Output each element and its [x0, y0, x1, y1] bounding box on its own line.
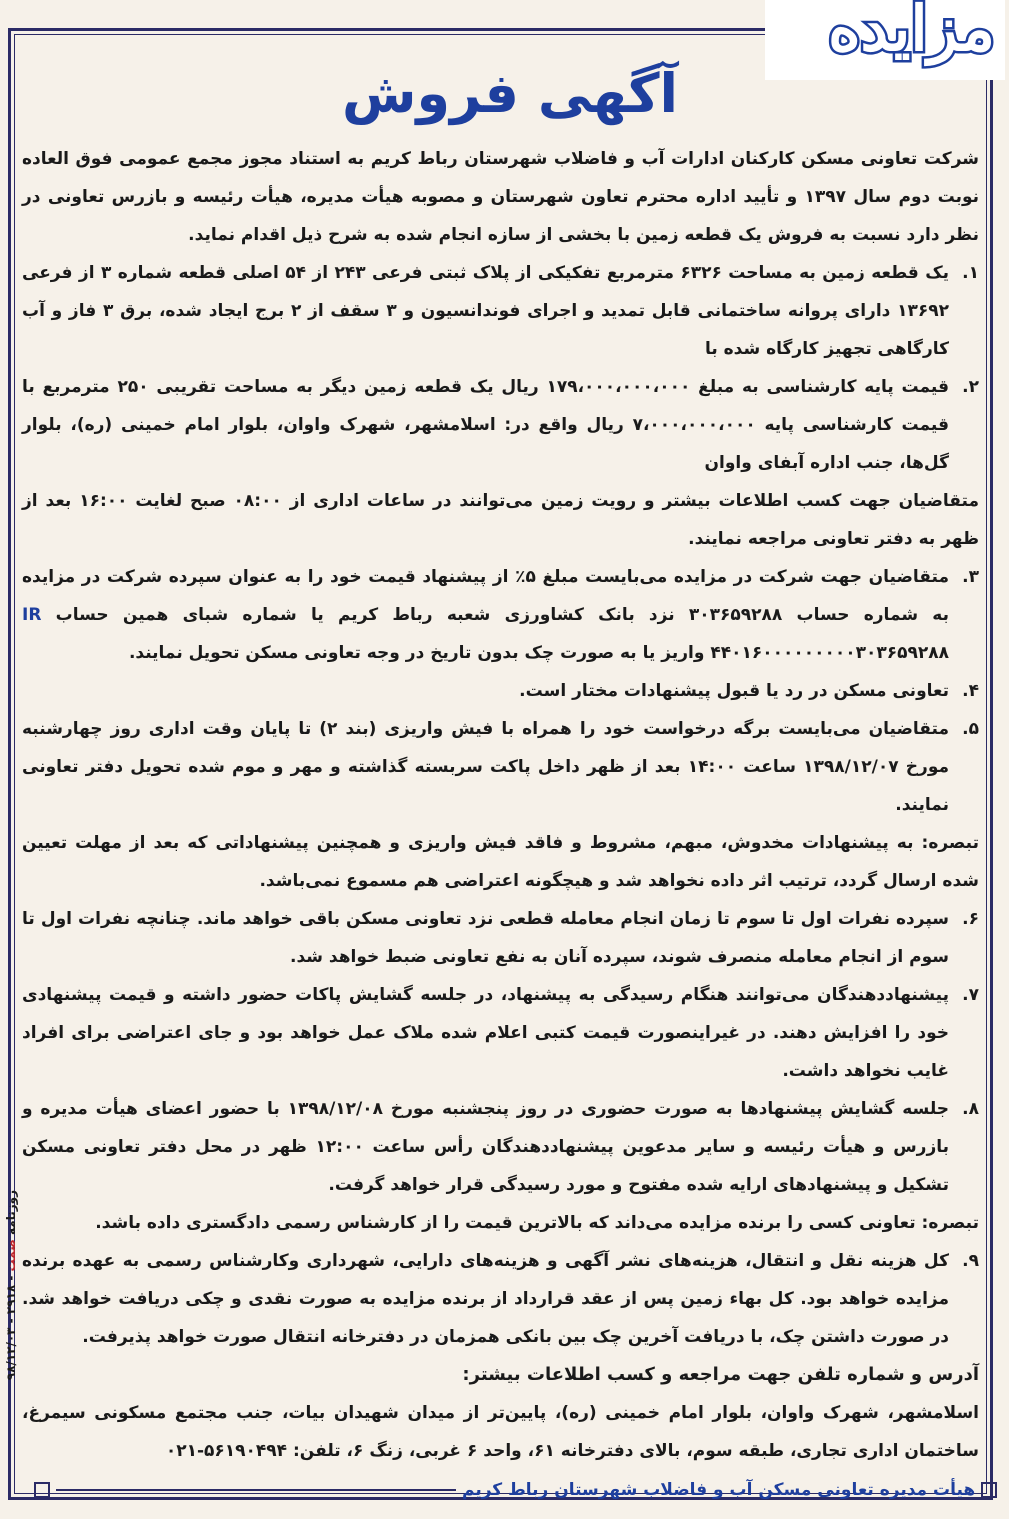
item-text: جلسه گشایش پیشنهادها به صورت حضوری در روز پنجشنبه مورخ ۱۳۹۸/۱۲/۰۸ با حضور اعضای هیأت مدیره و بازرس و هیأت رئیسه و سایر مدعوین پیشنهاددهندگان رأس ساعت ۱۲:۰۰ ظهر در محل دفتر تعاونی مسکن تشکیل و پیشنهادهای ارایه شده مفتوح و مورد رسیدگی قرار خواهد گرفت. — [22, 1099, 950, 1195]
iban-prefix: IR — [22, 605, 42, 625]
side-prefix: روزنامه — [4, 1190, 18, 1240]
item-number: ۹. — [962, 1251, 979, 1271]
item-number: ۲. — [962, 377, 979, 397]
note-paragraph — [22, 1204, 979, 1242]
note-label: تبصره: — [921, 1213, 979, 1233]
item-number: ۶. — [962, 909, 979, 929]
item-number: ۵. — [962, 719, 979, 739]
item-number: ۳. — [962, 567, 979, 587]
intro-paragraph: شرکت تعاونی مسکن کارکنان ادارات آب و فاضلاب شهرستان رباط کریم به استناد مجوز مجمع عمومی فوق العاده نوبت دوم سال ۱۳۹۷ و تأیید اداره محترم تعاون شهرستان و مصوبه هیأت مدیره، هیأت رئیسه و بازرس تعاونی در نظر دارد نسبت به فروش یک قطعه زمین با بخشی از سازه انجام شده به شرح ذیل اقدام نماید. — [22, 149, 979, 245]
iban-number: ۴۴۰۱۶۰۰۰۰۰۰۰۰۰۳۰۳۶۵۹۲۸۸ — [710, 643, 949, 663]
visit-note: متقاضیان جهت کسب اطلاعات بیشتر و رویت زمین می‌توانند در ساعات اداری از ۰۸:۰۰ صبح لغایت ۱۶:۰۰ بعد از ظهر به دفتر تعاونی مراجعه نمایند. — [22, 491, 979, 549]
list-item — [22, 1242, 979, 1356]
square-ornament — [34, 1482, 50, 1498]
item-number: ۱. — [962, 263, 979, 283]
address-heading: آدرس و شماره تلفن جهت مراجعه و کسب اطلاعات بیشتر: — [462, 1364, 979, 1385]
ad-body — [22, 140, 979, 1470]
footer-text: هیأت مدیره تعاونی مسکن آب و فاضلاب شهرستان رباط کریم — [462, 1480, 976, 1500]
note-paragraph — [22, 824, 979, 900]
note-text: به پیشنهادات مخدوش، مبهم، مشروط و فاقد فیش واریزی و همچنین پیشنهاداتی که بعد از مهلت تعیین شده ارسال گردد، ترتیب اثر داده نخواهد شد و هیچگونه اعتراضی هم مسموع نمی‌باشد. — [22, 833, 979, 891]
footer-signature — [34, 1480, 997, 1500]
side-suffix: - ۲۹۱۸ - ۹۸/۱۲/۰۳ — [4, 1271, 18, 1381]
list-item — [22, 558, 979, 672]
newspaper-sidebar-label — [4, 1190, 24, 1410]
list-item — [22, 710, 979, 824]
list-item — [22, 900, 979, 976]
note-text: تعاونی کسی را برنده مزایده می‌داند که بالاترین قیمت را از کارشناس رسمی دادگستری داده باشد. — [95, 1213, 922, 1233]
deposit-text-a: متقاضیان جهت شرکت در مزایده می‌بایست مبلغ ۵٪ از پیشنهاد قیمت خود را به عنوان سپرده شرکت در مزایده به شماره حساب ۳۰۳۶۵۹۲۸۸ نزد بانک کشاورزی شعبه رباط کریم یا شماره شبای همین حساب — [22, 567, 949, 625]
list-item — [22, 976, 979, 1090]
item-text: قیمت پایه کارشناسی به مبلغ ۱۷۹،۰۰۰،۰۰۰،۰۰۰ ریال یک قطعه زمین دیگر به مساحت تقریبی ۲۵۰ مترمربع با قیمت کارشناسی پایه ۷،۰۰۰،۰۰۰،۰۰۰ ریال واقع در: اسلامشهر، شهرک واوان، بلوار امام خمینی (ره)، بلوار گل‌ها، جنب اداره آبفای واوان — [22, 377, 950, 473]
deposit-text-b: واریز یا به صورت چک بدون تاریخ در وجه تعاونی مسکن تحویل نمایند. — [128, 643, 711, 663]
item-text: سپرده نفرات اول تا سوم تا زمان انجام معامله قطعی نزد تعاونی مسکن باقی خواهد ماند. چنانچه نفرات اول تا سوم از انجام معامله منصرف شوند، سپرده آنان به نفع تعاونی ضبط خواهد شد. — [22, 909, 949, 967]
list-item — [22, 368, 979, 482]
item-number: ۸. — [962, 1099, 979, 1119]
side-brand: صمت — [4, 1239, 18, 1272]
list-item — [22, 672, 979, 710]
address-text: اسلامشهر، شهرک واوان، بلوار امام خمینی (ره)، پایین‌تر از میدان شهیدان بیات، جنب مجتمع مسکونی سیمرغ، ساختمان اداری تجاری، طبقه سوم، بالای دفترخانه ۶۱، واحد ۶ غربی، زنگ ۶، تلفن: ۵۶۱۹۰۴۹۴-۰۲۱ — [22, 1403, 979, 1461]
square-ornament — [981, 1482, 997, 1498]
page-title: آگهی فروش — [341, 62, 679, 125]
list-item — [22, 1090, 979, 1204]
item-number: ۴. — [962, 681, 979, 701]
item-text: یک قطعه زمین به مساحت ۶۳۲۶ مترمربع تفکیکی از پلاک ثبتی فرعی ۲۴۳ از ۵۴ اصلی قطعه شماره ۳ از فرعی ۱۳۶۹۲ دارای پروانه ساختمانی قابل تمدید و اجرای فوندانسیون و ۳ سقف از ۲ برج ایجاد شده، برق ۳ فاز و آب کارگاهی تجهیز کارگاه شده با — [22, 263, 950, 359]
note-label: تبصره: — [921, 833, 979, 853]
item-text: متقاضیان می‌بایست برگه درخواست خود را همراه با فیش واریزی (بند ۲) تا پایان وقت اداری روز چهارشنبه مورخ ۱۳۹۸/۱۲/۰۷ ساعت ۱۴:۰۰ بعد از ظهر داخل پاکت سربسته گذاشته و مهر و موم شده تحویل دفتر تعاونی نمایند. — [22, 719, 950, 815]
item-text: پیشنهاددهندگان می‌توانند هنگام رسیدگی به پیشنهاد، در جلسه گشایش پاکات حضور داشته و قیمت پیشنهادی خود را افزایش دهند. در غیراینصورت قیمت کتبی اعلام شده ملاک عمل خواهد بود و جای اعتراضی برای افراد غایب نخواهد داشت. — [22, 985, 949, 1081]
item-text: تعاونی مسکن در رد یا قبول پیشنهادات مختار است. — [519, 681, 949, 701]
item-number: ۷. — [962, 985, 979, 1005]
divider-line — [56, 1489, 456, 1491]
item-text — [22, 558, 949, 672]
list-item — [22, 254, 979, 368]
banner-title: مزایده — [828, 0, 995, 65]
item-text: کل هزینه نقل و انتقال، هزینه‌های نشر آگهی و هزینه‌های دارایی، شهرداری وکارشناس رسمی به عهده برنده مزایده خواهد بود. کل بهاء زمین پس از عقد قرارداد از برنده مزایده به صورت نقدی و چکی دریافت خواهد شد. در صورت داشتن چک، با دریافت آخرین چک بین بانکی همزمان در دفترخانه انتقال صورت خواهد پذیرفت. — [22, 1251, 949, 1347]
